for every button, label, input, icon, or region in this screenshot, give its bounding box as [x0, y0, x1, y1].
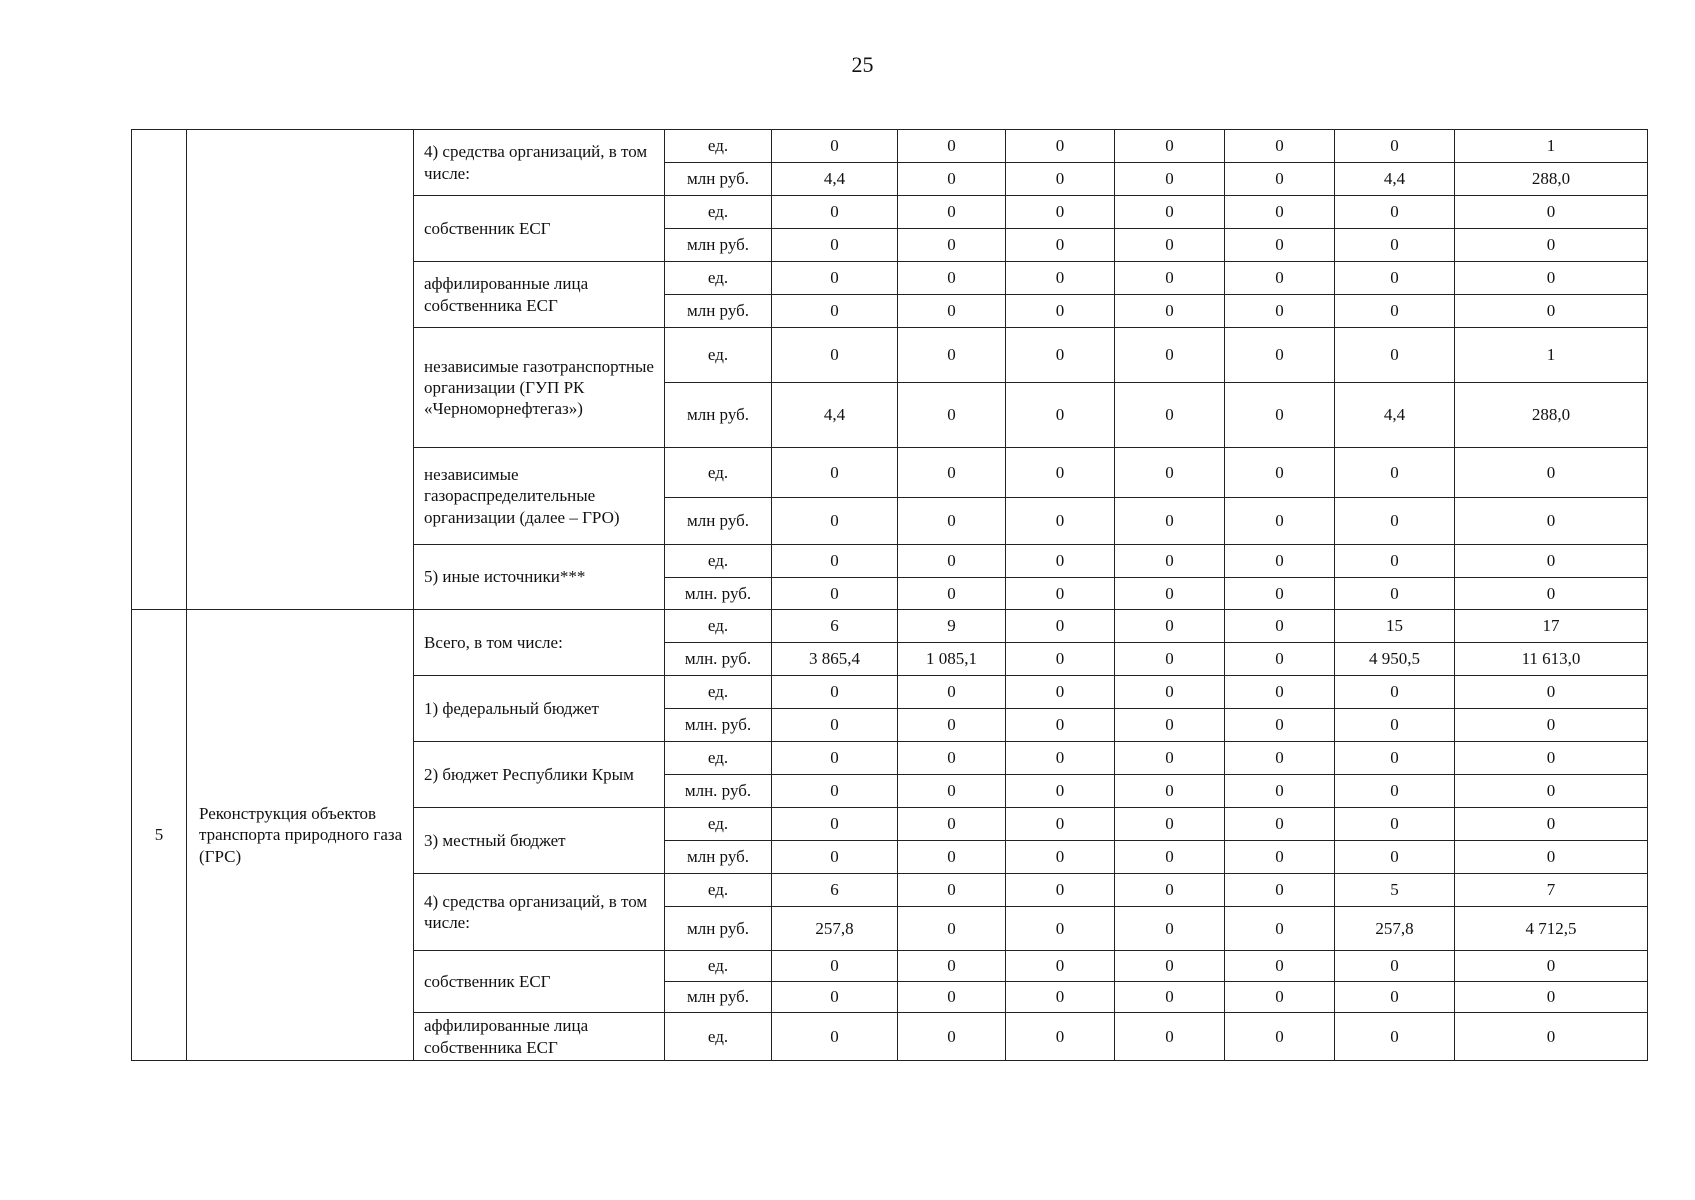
value-cell: 1 085,1	[898, 643, 1006, 676]
value-cell: 288,0	[1455, 163, 1648, 196]
value-cell: 0	[898, 982, 1006, 1013]
unit-cell: ед.	[665, 328, 772, 383]
unit-cell: ед.	[665, 874, 772, 907]
value-cell: 0	[772, 676, 898, 709]
value-cell: 0	[1225, 610, 1335, 643]
value-cell: 6	[772, 610, 898, 643]
value-cell: 0	[898, 808, 1006, 841]
source-label-cell: Всего, в том числе:	[414, 610, 665, 676]
value-cell: 0	[1225, 295, 1335, 328]
value-cell: 0	[1335, 841, 1455, 874]
value-cell: 0	[898, 578, 1006, 610]
value-cell: 0	[1115, 448, 1225, 498]
source-label-cell: 4) средства организаций, в том числе:	[414, 130, 665, 196]
value-cell: 0	[1115, 643, 1225, 676]
value-cell: 0	[1115, 982, 1225, 1013]
value-cell: 0	[1225, 229, 1335, 262]
source-label-cell: собственник ЕСГ	[414, 196, 665, 262]
unit-cell: млн руб.	[665, 163, 772, 196]
value-cell: 0	[1115, 383, 1225, 448]
value-cell: 0	[1115, 676, 1225, 709]
value-cell: 0	[1225, 951, 1335, 982]
value-cell: 0	[1115, 742, 1225, 775]
value-cell: 3 865,4	[772, 643, 898, 676]
value-cell: 0	[1006, 130, 1115, 163]
value-cell: 0	[1335, 951, 1455, 982]
value-cell: 4 950,5	[1335, 643, 1455, 676]
value-cell: 4,4	[1335, 163, 1455, 196]
value-cell: 0	[898, 1013, 1006, 1061]
value-cell: 6	[772, 874, 898, 907]
value-cell: 0	[1225, 643, 1335, 676]
value-cell: 0	[1006, 196, 1115, 229]
value-cell: 0	[1006, 1013, 1115, 1061]
value-cell: 0	[772, 982, 898, 1013]
value-cell: 0	[1455, 951, 1648, 982]
value-cell: 0	[1006, 841, 1115, 874]
value-cell: 0	[1115, 229, 1225, 262]
value-cell: 0	[772, 196, 898, 229]
source-label-cell: 1) федеральный бюджет	[414, 676, 665, 742]
row-number-cell: 5	[132, 610, 187, 1061]
value-cell: 1	[1455, 328, 1648, 383]
value-cell: 0	[1225, 874, 1335, 907]
value-cell: 0	[1455, 808, 1648, 841]
value-cell: 0	[1006, 383, 1115, 448]
value-cell: 0	[898, 383, 1006, 448]
value-cell: 0	[1225, 545, 1335, 578]
value-cell: 0	[772, 295, 898, 328]
value-cell: 0	[772, 742, 898, 775]
unit-cell: ед.	[665, 545, 772, 578]
value-cell: 0	[1455, 196, 1648, 229]
value-cell: 0	[898, 676, 1006, 709]
table-row	[132, 130, 1648, 163]
unit-cell: млн руб.	[665, 383, 772, 448]
value-cell: 0	[1335, 295, 1455, 328]
value-cell: 257,8	[1335, 907, 1455, 951]
value-cell: 0	[898, 328, 1006, 383]
object-name-cell	[187, 130, 414, 610]
value-cell: 4,4	[1335, 383, 1455, 448]
unit-cell: ед.	[665, 676, 772, 709]
value-cell: 0	[1455, 982, 1648, 1013]
value-cell: 0	[1455, 676, 1648, 709]
value-cell: 0	[1006, 578, 1115, 610]
value-cell: 0	[772, 130, 898, 163]
value-cell: 0	[1115, 610, 1225, 643]
value-cell: 288,0	[1455, 383, 1648, 448]
value-cell: 0	[898, 163, 1006, 196]
value-cell: 0	[1455, 262, 1648, 295]
value-cell: 0	[1225, 498, 1335, 545]
value-cell: 0	[1225, 982, 1335, 1013]
value-cell: 0	[1006, 742, 1115, 775]
investment-table	[131, 129, 1648, 1061]
unit-cell: млн руб.	[665, 982, 772, 1013]
value-cell: 0	[1225, 163, 1335, 196]
value-cell: 0	[1006, 775, 1115, 808]
value-cell: 0	[1115, 709, 1225, 742]
value-cell: 0	[1006, 982, 1115, 1013]
value-cell: 0	[1115, 545, 1225, 578]
value-cell: 0	[1225, 448, 1335, 498]
value-cell: 0	[1115, 808, 1225, 841]
table-body	[132, 130, 1648, 1061]
unit-cell: млн. руб.	[665, 709, 772, 742]
value-cell: 0	[1455, 448, 1648, 498]
value-cell: 0	[898, 907, 1006, 951]
value-cell: 0	[1006, 808, 1115, 841]
value-cell: 0	[772, 808, 898, 841]
value-cell: 0	[1455, 498, 1648, 545]
value-cell: 0	[1455, 742, 1648, 775]
value-cell: 0	[1225, 808, 1335, 841]
value-cell: 0	[1225, 1013, 1335, 1061]
value-cell: 0	[772, 545, 898, 578]
unit-cell: ед.	[665, 130, 772, 163]
value-cell: 0	[1455, 229, 1648, 262]
value-cell: 0	[1006, 643, 1115, 676]
page-number: 25	[851, 52, 874, 77]
value-cell: 0	[1115, 578, 1225, 610]
value-cell: 0	[898, 262, 1006, 295]
unit-cell: млн руб.	[665, 229, 772, 262]
value-cell: 0	[898, 498, 1006, 545]
value-cell: 0	[1115, 1013, 1225, 1061]
value-cell: 0	[1006, 874, 1115, 907]
value-cell: 0	[1115, 163, 1225, 196]
value-cell: 0	[898, 841, 1006, 874]
value-cell: 7	[1455, 874, 1648, 907]
unit-cell: млн. руб.	[665, 643, 772, 676]
value-cell: 0	[1225, 907, 1335, 951]
value-cell: 0	[1455, 295, 1648, 328]
source-label-cell: 2) бюджет Республики Крым	[414, 742, 665, 808]
value-cell: 0	[772, 578, 898, 610]
unit-cell: ед.	[665, 610, 772, 643]
value-cell: 0	[1335, 709, 1455, 742]
value-cell: 0	[1455, 709, 1648, 742]
value-cell: 0	[1335, 262, 1455, 295]
value-cell: 0	[1115, 295, 1225, 328]
value-cell: 0	[1335, 229, 1455, 262]
value-cell: 0	[1115, 498, 1225, 545]
value-cell: 0	[1006, 676, 1115, 709]
value-cell: 0	[772, 841, 898, 874]
value-cell: 1	[1455, 130, 1648, 163]
value-cell: 0	[1225, 328, 1335, 383]
value-cell: 0	[1006, 448, 1115, 498]
row-number-cell	[132, 130, 187, 610]
value-cell: 0	[1115, 262, 1225, 295]
value-cell: 0	[898, 295, 1006, 328]
value-cell: 0	[1335, 742, 1455, 775]
object-name-cell: Реконструкция объектов транспорта природного газа (ГРС)	[187, 610, 414, 1061]
unit-cell: млн руб.	[665, 841, 772, 874]
value-cell: 0	[1455, 545, 1648, 578]
table-row	[132, 610, 1648, 643]
value-cell: 0	[1115, 775, 1225, 808]
value-cell: 0	[1335, 775, 1455, 808]
value-cell: 0	[1006, 262, 1115, 295]
value-cell: 0	[1115, 951, 1225, 982]
value-cell: 0	[1335, 328, 1455, 383]
unit-cell: ед.	[665, 196, 772, 229]
value-cell: 0	[1006, 709, 1115, 742]
value-cell: 0	[1335, 130, 1455, 163]
unit-cell: ед.	[665, 448, 772, 498]
value-cell: 0	[1455, 841, 1648, 874]
value-cell: 0	[1455, 775, 1648, 808]
source-label-cell: 5) иные источники***	[414, 545, 665, 610]
value-cell: 0	[1006, 163, 1115, 196]
unit-cell: млн руб.	[665, 498, 772, 545]
unit-cell: ед.	[665, 808, 772, 841]
value-cell: 0	[772, 709, 898, 742]
value-cell: 0	[1225, 775, 1335, 808]
value-cell: 0	[1006, 951, 1115, 982]
value-cell: 0	[1335, 545, 1455, 578]
value-cell: 0	[772, 498, 898, 545]
value-cell: 0	[898, 951, 1006, 982]
value-cell: 0	[1335, 448, 1455, 498]
value-cell: 0	[772, 1013, 898, 1061]
value-cell: 0	[1006, 295, 1115, 328]
unit-cell: млн руб.	[665, 295, 772, 328]
value-cell: 0	[1006, 907, 1115, 951]
value-cell: 5	[1335, 874, 1455, 907]
value-cell: 0	[1115, 130, 1225, 163]
value-cell: 0	[1006, 328, 1115, 383]
value-cell: 0	[1115, 328, 1225, 383]
value-cell: 0	[1006, 229, 1115, 262]
source-label-cell: независимые газотранспортные организации (ГУП РК «Черноморнефтегаз»)	[414, 328, 665, 448]
value-cell: 0	[1455, 1013, 1648, 1061]
value-cell: 0	[898, 229, 1006, 262]
value-cell: 0	[772, 448, 898, 498]
value-cell: 0	[1225, 578, 1335, 610]
value-cell: 0	[898, 709, 1006, 742]
unit-cell: ед.	[665, 262, 772, 295]
unit-cell: ед.	[665, 742, 772, 775]
value-cell: 0	[1006, 610, 1115, 643]
value-cell: 0	[772, 328, 898, 383]
value-cell: 0	[1455, 578, 1648, 610]
value-cell: 0	[1225, 383, 1335, 448]
value-cell: 4,4	[772, 383, 898, 448]
value-cell: 0	[1225, 196, 1335, 229]
value-cell: 4,4	[772, 163, 898, 196]
value-cell: 4 712,5	[1455, 907, 1648, 951]
value-cell: 0	[772, 229, 898, 262]
value-cell: 0	[772, 951, 898, 982]
value-cell: 0	[1335, 808, 1455, 841]
unit-cell: млн. руб.	[665, 578, 772, 610]
value-cell: 0	[1006, 545, 1115, 578]
value-cell: 0	[1225, 676, 1335, 709]
value-cell: 15	[1335, 610, 1455, 643]
value-cell: 11 613,0	[1455, 643, 1648, 676]
unit-cell: ед.	[665, 951, 772, 982]
value-cell: 0	[898, 130, 1006, 163]
value-cell: 0	[1335, 1013, 1455, 1061]
value-cell: 0	[1225, 130, 1335, 163]
value-cell: 0	[1115, 196, 1225, 229]
value-cell: 0	[1335, 982, 1455, 1013]
value-cell: 0	[1115, 874, 1225, 907]
source-label-cell: аффилированные лица собственника ЕСГ	[414, 1013, 665, 1061]
unit-cell: млн руб.	[665, 907, 772, 951]
value-cell: 0	[1115, 907, 1225, 951]
value-cell: 0	[1225, 262, 1335, 295]
value-cell: 0	[1225, 841, 1335, 874]
value-cell: 0	[1335, 676, 1455, 709]
value-cell: 0	[898, 775, 1006, 808]
value-cell: 0	[772, 262, 898, 295]
value-cell: 0	[898, 742, 1006, 775]
value-cell: 0	[1335, 498, 1455, 545]
value-cell: 0	[772, 775, 898, 808]
value-cell: 257,8	[772, 907, 898, 951]
value-cell: 0	[1225, 709, 1335, 742]
value-cell: 0	[898, 448, 1006, 498]
unit-cell: ед.	[665, 1013, 772, 1061]
source-label-cell: аффилированные лица собственника ЕСГ	[414, 262, 665, 328]
value-cell: 17	[1455, 610, 1648, 643]
value-cell: 0	[898, 545, 1006, 578]
source-label-cell: 4) средства организаций, в том числе:	[414, 874, 665, 951]
value-cell: 0	[1335, 578, 1455, 610]
value-cell: 0	[898, 874, 1006, 907]
value-cell: 9	[898, 610, 1006, 643]
value-cell: 0	[1006, 498, 1115, 545]
value-cell: 0	[1335, 196, 1455, 229]
source-label-cell: 3) местный бюджет	[414, 808, 665, 874]
value-cell: 0	[1115, 841, 1225, 874]
source-label-cell: собственник ЕСГ	[414, 951, 665, 1013]
value-cell: 0	[898, 196, 1006, 229]
source-label-cell: независимые газораспределительные организации (далее – ГРО)	[414, 448, 665, 545]
unit-cell: млн. руб.	[665, 775, 772, 808]
value-cell: 0	[1225, 742, 1335, 775]
